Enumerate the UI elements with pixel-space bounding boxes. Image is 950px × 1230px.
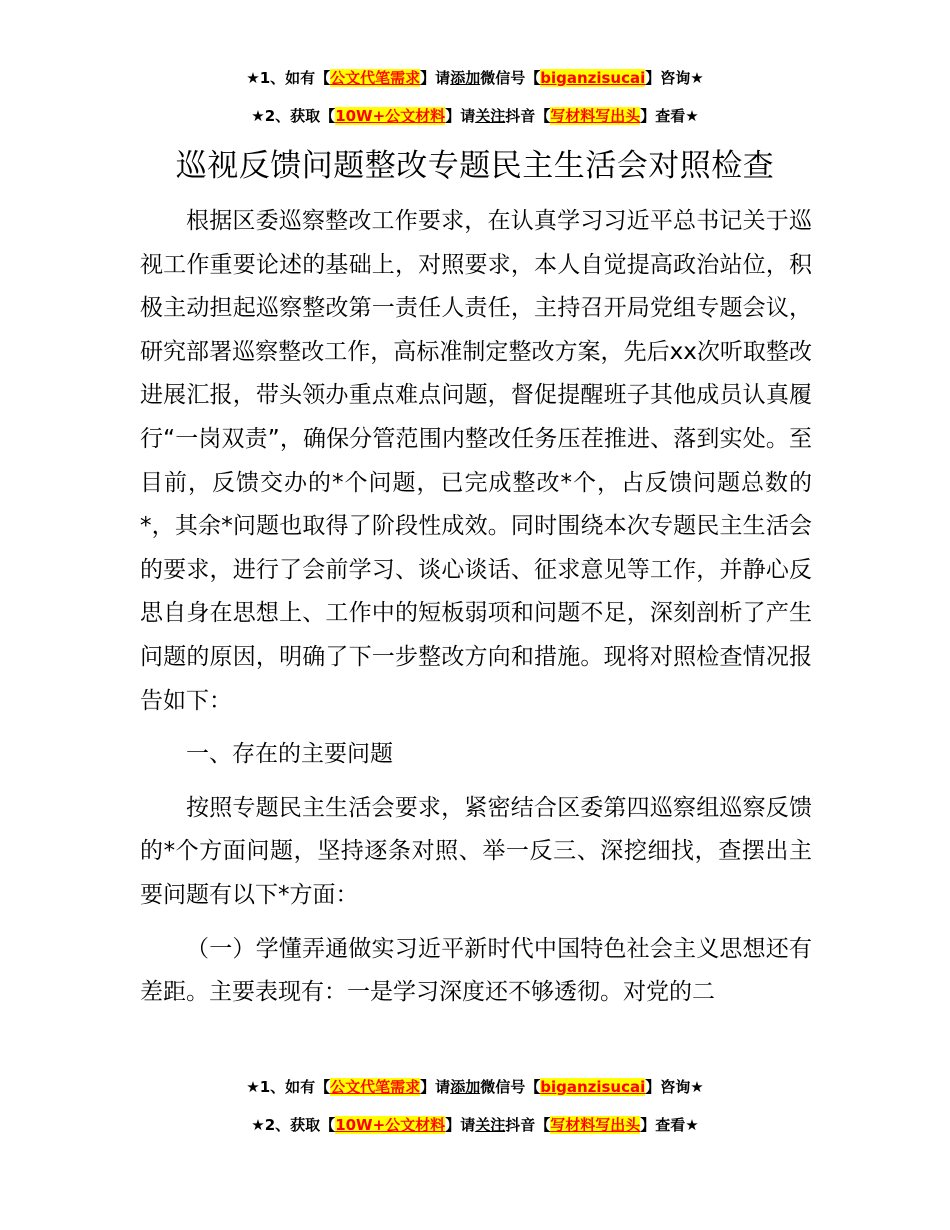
promo-highlight: 写材料写出头 [550,1116,641,1134]
promo-emphasis: 添加 [450,1078,481,1096]
promo-line-2-footer [0,1115,950,1135]
promo-text: 微信号【 [480,69,541,87]
promo-highlight: 10W+公文材料 [335,107,446,125]
promo-highlight: 公文代笔需求 [330,69,421,87]
subsection-paragraph: （一）学懂弄通做实习近平新时代中国特色社会主义思想还有差距。主要表现有：一是学习深度还不够透彻。对党的二 [140,935,812,1006]
promo-emphasis: 关注 [475,107,506,125]
body-paragraph: 按照专题民主生活会要求，紧密结合区委第四巡察组巡察反馈的*个方面问题，坚持逐条对照、举一反三、深挖细找，查摆出主要问题有以下*方面： [140,794,812,908]
promo-text: 抖音【 [505,1116,551,1134]
promo-highlight: 写材料写出头 [550,107,641,125]
promo-highlight: 公文代笔需求 [330,1078,421,1096]
promo-text: 微信号【 [480,1078,541,1096]
promo-highlight: 10W+公文材料 [335,1116,446,1134]
promo-text: ★1、如有【 [246,1078,331,1096]
promo-line-1 [0,68,950,88]
promo-emphasis: 关注 [475,1116,506,1134]
promo-highlight: biganzisucai [540,1078,646,1096]
promo-line-2 [0,106,950,126]
promo-text: 抖音【 [505,107,551,125]
body-paragraph: 根据区委巡察整改工作要求，在认真学习习近平总书记关于巡视工作重要论述的基础上，对照要求，本人自觉提高政治站位，积极主动担起巡察整改第一责任人责任，主持召开局党组专题会议，研究部署巡察整改工作，高标准制定整改方案，先后xx次听取整改进展汇报，带头领办重点难点问题，督促提醒班子其他成员认真履行“一岗双责”，确保分管范围内整改任务压茬推进、落到实处。至目前，反馈交办的*个问题，已完成整改*个，占反馈问题总数的*，其余*问题也取得了阶段性成效。同时围绕本次专题民主生活会的要求，进行了会前学习、谈心谈话、征求意见等工作，并静心反思自身在思想上、工作中的短板弱项和问题不足，深刻剖析了产生问题的原因，明确了下一步整改方向和措施。现将对照检查情况报告如下： [140,208,812,714]
section-heading: 一、存在的主要问题 [186,741,393,768]
promo-highlight: biganzisucai [540,69,646,87]
promo-text: ★2、获取【 [251,107,336,125]
promo-text: ★2、获取【 [251,1116,336,1134]
promo-text: 】查看★ [640,1116,699,1134]
promo-text: 】请 [445,1116,476,1134]
promo-text: 】咨询★ [645,1078,704,1096]
promo-text: 】查看★ [640,107,699,125]
promo-text: 】请 [420,1078,451,1096]
promo-text: 】咨询★ [645,69,704,87]
promo-emphasis: 添加 [450,69,481,87]
document-title: 巡视反馈问题整改专题民主生活会对照检查 [175,148,775,184]
promo-text: 】请 [420,69,451,87]
promo-line-1-footer [0,1077,950,1097]
promo-text: ★1、如有【 [246,69,331,87]
promo-text: 】请 [445,107,476,125]
document-body [140,200,812,1015]
